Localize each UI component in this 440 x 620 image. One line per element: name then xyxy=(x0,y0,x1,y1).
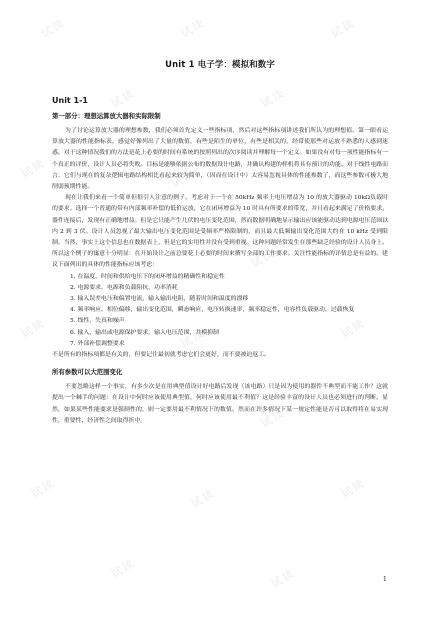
watermark-text: 试读 xyxy=(178,326,208,351)
watermark-text: 试读 xyxy=(178,16,208,41)
watermark-text: 试读 xyxy=(248,246,278,271)
section-heading-1: 第一部分：理想运算放大器和实际限制 xyxy=(52,112,161,120)
watermark-text: 试读 xyxy=(108,86,138,111)
list-item: 2. 电源要求，电源和负载阻抗，功率消耗 xyxy=(70,284,178,291)
watermark-text: 试读 xyxy=(38,16,68,41)
paragraph-2: 现在让我们来看一个简单但很引人注意的例子。考虑对于一个在 50kHz 频率上电压增益为 10 的放大器驱动 10kΩ负载时的要求。选择一个普通的带有内部频率补偿的低价运放，它在闭环增益为 10 时具有所要求的带宽，并且看起来满足了价格要求。器件连接后，发现有正确地增益。但是它只能产生几伏的电压变化范围，然而数据明确地显示输出应该能驱动达到电源电压范围以内 2 到 3 伏。设计人员忽视了最大输出电压变化范围是受频率严格限制的，而且最大低频输出变化范围大约在 10 kHz 受到限制。当然，事实上这个信息也在数据表上，但是它的实用性并没有受到重视。这种问题经常发生在那些缺乏经验的设计人员身上。所以这个例子的寓意十分明显：在开始设计之前总要花上必要的时间来撰写全部的工作要求。关注性能指标的详情总是有益的。建议下面列出的具体的性能指标应该考虑： xyxy=(52,195,388,269)
list-item: 1. 在温度，时间和供给电压下的闭环增益的精确性和稳定性 xyxy=(70,273,225,280)
watermark-text: 试读 xyxy=(188,486,218,511)
watermark-text: 试读 xyxy=(258,86,288,111)
section-heading-2: 所有参数可以大范围变化 xyxy=(52,368,123,377)
document-title: Unit 1 电子学：模拟和数字 xyxy=(165,59,275,69)
watermark-text: 试读 xyxy=(18,316,48,341)
watermark-text: 试读 xyxy=(258,406,288,431)
watermark-text: 试读 xyxy=(338,476,368,501)
watermark-text: 试读 xyxy=(88,236,118,261)
list-item: 5. 线性，失真和噪声 xyxy=(70,318,125,325)
note-paragraph: 不是所有的指标项都是有关的，但要记住最初就考虑它们会更好，而不要被迫返工。 xyxy=(52,352,270,359)
spec-list xyxy=(52,272,388,350)
watermark-text: 试读 xyxy=(98,396,128,421)
list-item: 7. 外部补偿调整要求 xyxy=(70,340,125,347)
watermark-text: 试读 xyxy=(108,556,138,581)
list-item: 3. 输入误差电压和偏置电流，输入输出电阻，随着时间和温度的漂移 xyxy=(70,296,249,303)
unit-heading: Unit 1-1 xyxy=(52,96,88,105)
paragraph-1: 为了讨论运算放大器的理想参数，我们必须首先定义一些指标项，然后对这些指标项讲述我们所认为的理想值。第一眼看运算放大器的性能指标表，感觉好像列出了大量的数值，有些是陌生的单位，有些是相关的，经常使那些对运放不熟悉的人感到迷惑。对于这种情况我们的方法是花上必要的时间有系统的按照列出的次序阅读并理解每一个定义。如果没有对每一项性能指标有一个真正的评价，设计人员必将失败。目标是能够依据公布的数据设计电路，并确认构建的样机将具有预计的功能。对于线性电路而言，它们与现在的复杂逻辑电路结构相比看起来较为简单，（因而在设计中）太容易忽视具体的性能参数了，而这些参数可极大地削弱预期性能。 xyxy=(52,128,388,191)
list-item: 6. 输入，输出或电源保护要求，输入电压范围，共模抑制 xyxy=(70,329,219,336)
watermark-text: 试读 xyxy=(268,566,298,591)
watermark-text: 试读 xyxy=(328,156,358,181)
paragraph-3: 不要忽略这样一个事实，有多少次是在用典型值设计好电路后发现（该电路）只是因为使用的器件不典型而不能工作？这就提出一个棘手的问题：在设计中何时应该使用典型值，何时应该使用最不利值？这是经验丰富的设计人员也必须进行的判断。显然，如果某些性能要求是强制性的，则一定要用最不利情况下的数值。然而在许多情况下某一规定性能是否可以取得将在易实现性，重要性，经济性之间取得折中。 xyxy=(52,384,388,424)
watermark-text: 试读 xyxy=(328,16,358,41)
watermark-text: 试读 xyxy=(28,476,58,501)
watermark-text: 试读 xyxy=(18,156,48,181)
page-number: 1 xyxy=(383,576,387,583)
watermark-text: 试读 xyxy=(338,316,368,341)
list-item: 4. 频率响应，相位偏移，输出变化范围，瞬态响应，电压转换速率，频率稳定性，电容性负载驱动，过载恢复 xyxy=(70,307,355,314)
watermark-text: 试读 xyxy=(168,166,198,191)
document-content xyxy=(52,58,388,427)
